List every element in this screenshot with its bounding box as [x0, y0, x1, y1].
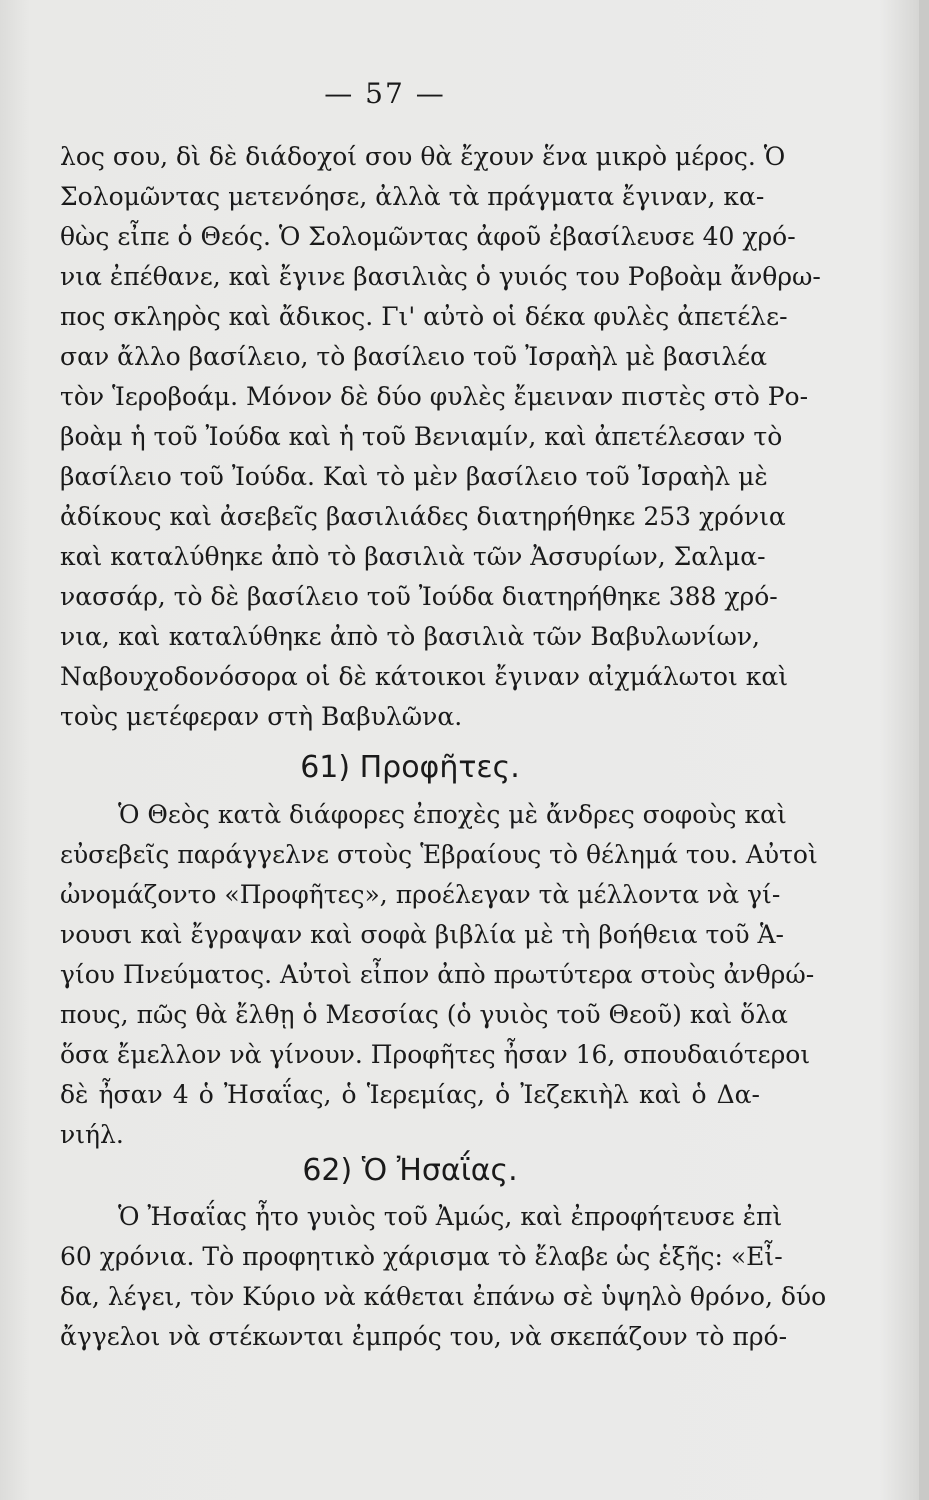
text-line: ὠνομάζοντο «Προφῆτες», προέλεγαν τὰ μέλλοντα νὰ γί- — [60, 880, 781, 909]
text-line: σαν ἄλλο βασίλειο, τὸ βασίλειο τοῦ Ἰσραὴλ μὲ βασιλέα — [60, 342, 767, 371]
text-line: νασσάρ, τὸ δὲ βασίλειο τοῦ Ἰούδα διατηρήθηκε 388 χρό- — [60, 582, 778, 611]
text-line: Ὁ Θεὸς κατὰ διάφορες ἐποχὲς μὲ ἄνδρες σοφοὺς καὶ — [118, 800, 787, 829]
text-line: τὸν Ἱεροβοάμ. Μόνον δὲ δύο φυλὲς ἔμειναν πιστὲς στὸ Ρο- — [60, 382, 809, 411]
text-line: γίου Πνεύματος. Αὐτοὶ εἶπον ἀπὸ πρωτύτερα στοὺς ἀνθρώ- — [60, 960, 815, 989]
text-line: ἀδίκους καὶ ἀσεβεῖς βασιλιάδες διατηρήθηκε 253 χρόνια — [60, 502, 786, 531]
text-line: νουσι καὶ ἔγραψαν καὶ σοφὰ βιβλία μὲ τὴ βοήθεια τοῦ Ἁ- — [60, 920, 784, 949]
text-line: νια, καὶ καταλύθηκε ἀπὸ τὸ βασιλιὰ τῶν Βαβυλωνίων, — [60, 622, 760, 651]
text-line: βοὰμ ἡ τοῦ Ἰούδα καὶ ἡ τοῦ Βενιαμίν, καὶ ἀπετέλεσαν τὸ — [60, 422, 783, 451]
text-line: Ὁ Ἠσαΐας ἦτο γυιὸς τοῦ Ἀμώς, καὶ ἐπροφήτευσε ἐπὶ — [118, 1202, 783, 1231]
text-line: Σολομῶντας μετενόησε, ἀλλὰ τὰ πράγματα ἔγιναν, κα- — [60, 182, 765, 211]
text-line: πους, πῶς θὰ ἔλθῃ ὁ Μεσσίας (ὁ γυιὸς τοῦ Θεοῦ) καὶ ὅλα — [60, 1000, 788, 1029]
text-line: τοὺς μετέφεραν στὴ Βαβυλῶνα. — [60, 702, 463, 731]
section-heading-62: 62) Ὁ Ἠσαΐας. — [302, 1153, 518, 1188]
text-line: ὅσα ἔμελλον νὰ γίνουν. Προφῆτες ἦσαν 16, σπουδαιότεροι — [60, 1040, 811, 1069]
text-line: θὼς εἶπε ὁ Θεός. Ὁ Σολομῶντας ἀφοῦ ἐβασίλευσε 40 χρό- — [60, 222, 796, 251]
text-line: εὐσεβεῖς παράγγελνε στοὺς Ἑβραίους τὸ θέλημά του. Αὐτοὶ — [60, 840, 818, 869]
text-line: ἄγγελοι νὰ στέκωνται ἐμπρός του, νὰ σκεπάζουν τὸ πρό- — [60, 1322, 788, 1351]
text-line: νια ἐπέθανε, καὶ ἔγινε βασιλιὰς ὁ γυιός του Ροβοὰμ ἄνθρω- — [60, 262, 821, 291]
text-line: λος σου, δὶ δὲ διάδοχοί σου θὰ ἔχουν ἕνα μικρὸ μέρος. Ὁ — [60, 142, 786, 171]
section-heading-61: 61) Προφῆτες. — [300, 750, 520, 785]
text-line: βασίλειο τοῦ Ἰούδα. Καὶ τὸ μὲν βασίλειο τοῦ Ἰσραὴλ μὲ — [60, 462, 768, 491]
page-edge-shadow — [919, 0, 929, 1500]
text-line: δα, λέγει, τὸν Κύριο νὰ κάθεται ἐπάνω σὲ ὑψηλὸ θρόνο, δύο — [60, 1282, 827, 1311]
text-line: καὶ καταλύθηκε ἀπὸ τὸ βασιλιὰ τῶν Ἀσσυρίων, Σαλμα- — [60, 542, 766, 571]
text-line: πος σκληρὸς καὶ ἄδικος. Γι' αὐτὸ οἱ δέκα φυλὲς ἀπετέλε- — [60, 302, 788, 331]
page-number: — 57 — — [324, 77, 446, 110]
text-line: 60 χρόνια. Τὸ προφητικὸ χάρισμα τὸ ἔλαβε ὡς ἑξῆς: «Εἶ- — [60, 1242, 783, 1271]
text-line: νιήλ. — [60, 1120, 124, 1149]
text-line: Ναβουχοδονόσορα οἱ δὲ κάτοικοι ἔγιναν αἰχμάλωτοι καὶ — [60, 662, 789, 691]
text-line: δὲ ἦσαν 4 ὁ Ἠσαΐας, ὁ Ἱερεμίας, ὁ Ἰεζεκιὴλ καὶ ὁ Δα- — [60, 1080, 760, 1109]
